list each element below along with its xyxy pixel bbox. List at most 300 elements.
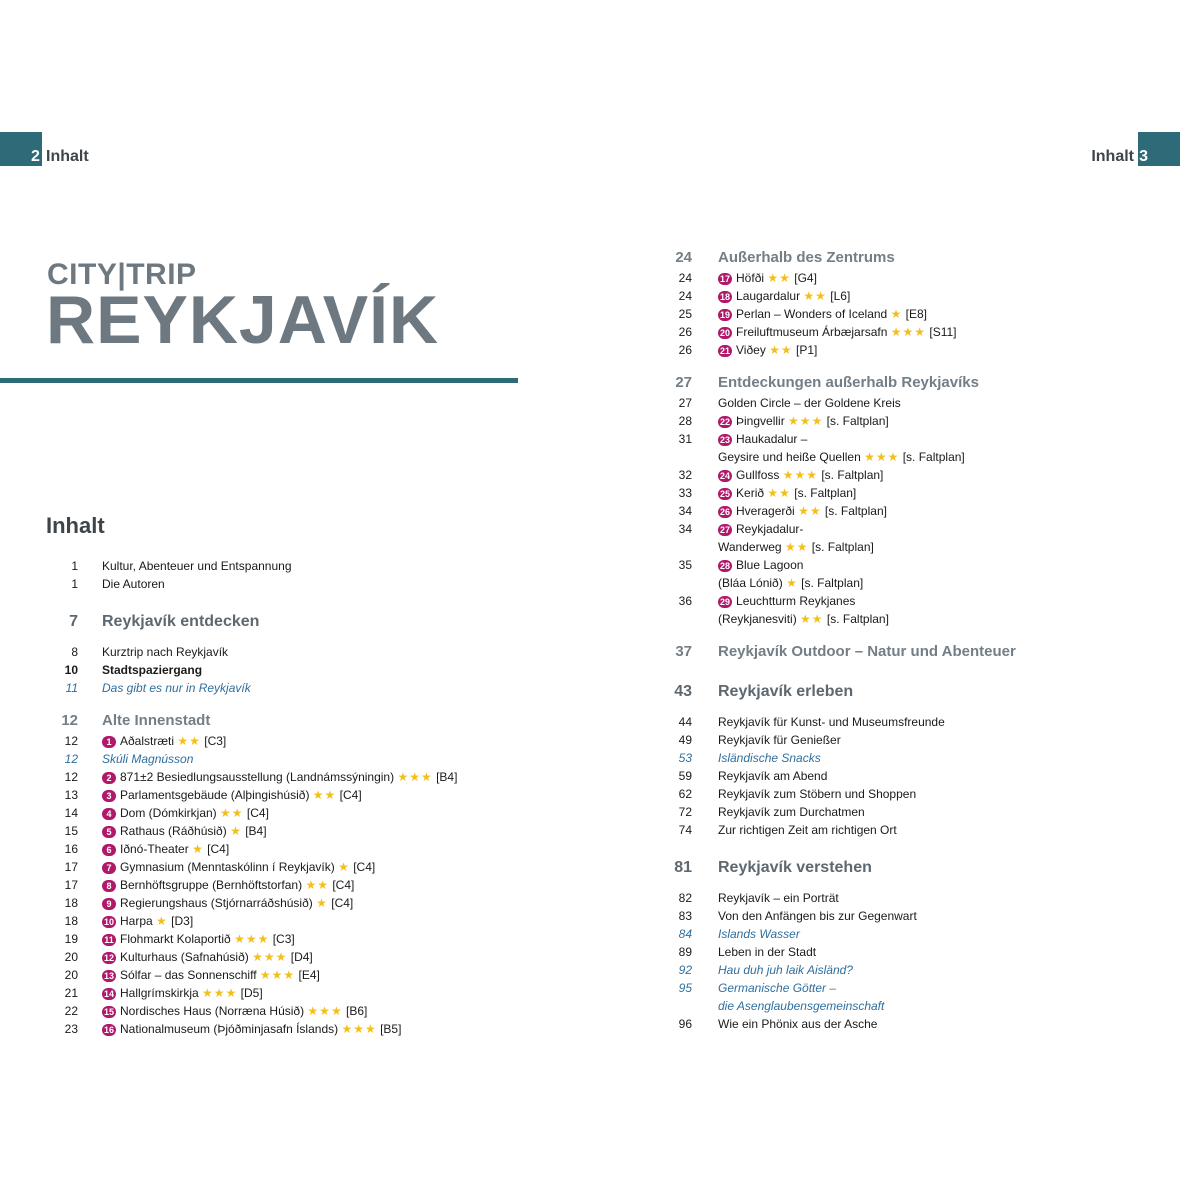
entry-text bbox=[102, 732, 226, 750]
entry-label: Zur richtigen Zeit am richtigen Ort bbox=[718, 823, 897, 837]
entry-label: Reykjavík entdecken bbox=[102, 613, 260, 630]
entry-label: Rathaus (Ráðhúsið) bbox=[120, 824, 227, 838]
toc-entry bbox=[620, 448, 1180, 466]
entry-label: Nordisches Haus (Norræna Húsið) bbox=[120, 1004, 305, 1018]
spacer bbox=[620, 703, 1180, 713]
sight-number-badge: 21 bbox=[720, 346, 731, 356]
brand-series: CITY|TRIP bbox=[47, 258, 197, 291]
page-ref: 19 bbox=[64, 932, 78, 946]
entry-text bbox=[718, 520, 803, 538]
page-ref: 24 bbox=[675, 249, 692, 266]
map-ref: [s. Faltplan] bbox=[794, 486, 857, 500]
entry-label: Reykjavík erleben bbox=[718, 683, 854, 700]
entry-label: Dom (Dómkirkjan) bbox=[120, 806, 217, 820]
toc-column-right bbox=[620, 248, 1180, 1033]
page-number: 2 bbox=[31, 148, 40, 165]
entry-text bbox=[718, 556, 803, 574]
entry-text bbox=[718, 502, 887, 520]
entry-text bbox=[102, 643, 228, 661]
page-ref: 83 bbox=[678, 909, 692, 923]
entry-text bbox=[102, 711, 210, 731]
toc-entry bbox=[620, 749, 1180, 767]
toc-entry bbox=[0, 822, 560, 840]
page-ref: 74 bbox=[678, 823, 692, 837]
star-rating: ★★ bbox=[220, 806, 244, 820]
entry-text bbox=[718, 1015, 877, 1033]
star-rating: ★★ bbox=[803, 289, 827, 303]
entry-label: Kultur, Abenteuer und Entspannung bbox=[102, 559, 292, 573]
star-rating: ★★ bbox=[305, 878, 329, 892]
spacer bbox=[0, 593, 560, 611]
page-ref: 18 bbox=[64, 914, 78, 928]
entry-text bbox=[102, 661, 202, 679]
map-ref: [L6] bbox=[830, 289, 851, 303]
entry-text bbox=[718, 448, 965, 466]
star-rating: ★ bbox=[786, 576, 798, 590]
entry-label: Entdeckungen außerhalb Reykjavíks bbox=[718, 374, 979, 391]
page-ref: 15 bbox=[64, 824, 78, 838]
entry-text bbox=[102, 948, 313, 966]
entry-label: Freiluftmuseum Árbæjarsafn bbox=[736, 325, 888, 339]
sight-number-badge: 1 bbox=[102, 736, 116, 748]
toc-entry bbox=[620, 767, 1180, 785]
entry-text bbox=[718, 430, 807, 448]
toc-entry bbox=[620, 713, 1180, 731]
entry-label: Reykjavík zum Stöbern und Shoppen bbox=[718, 787, 917, 801]
toc-entry bbox=[0, 1020, 560, 1038]
entry-text bbox=[718, 287, 850, 305]
page-ref: 72 bbox=[678, 805, 692, 819]
map-ref: [E4] bbox=[298, 968, 320, 982]
entry-label: Harpa bbox=[120, 914, 153, 928]
spacer bbox=[0, 697, 560, 711]
toc-entry bbox=[0, 557, 560, 575]
map-ref: [B4] bbox=[245, 824, 267, 838]
entry-text bbox=[102, 557, 292, 575]
sight-number-badge: 10 bbox=[104, 917, 115, 927]
entry-text bbox=[102, 966, 320, 984]
toc-entry bbox=[0, 912, 560, 930]
page-ref: 12 bbox=[61, 712, 78, 729]
sight-number-badge: 11 bbox=[102, 934, 116, 946]
star-rating: ★ bbox=[230, 824, 242, 838]
star-rating: ★ bbox=[338, 860, 350, 874]
map-ref: [s. Faltplan] bbox=[821, 468, 884, 482]
page-ref: 36 bbox=[678, 594, 692, 608]
page-ref: 27 bbox=[675, 374, 692, 391]
page-ref: 82 bbox=[678, 891, 692, 905]
page-ref: 35 bbox=[678, 558, 692, 572]
star-rating: ★★★ bbox=[252, 950, 288, 964]
entry-label: Reykjavík für Kunst- und Museumsfreunde bbox=[718, 715, 945, 729]
entry-text bbox=[102, 822, 267, 840]
spacer bbox=[620, 663, 1180, 681]
toc-entry bbox=[620, 925, 1180, 943]
page-ref: 10 bbox=[64, 663, 78, 677]
toc-entry bbox=[0, 984, 560, 1002]
page-ref: 13 bbox=[64, 788, 78, 802]
toc-entry bbox=[0, 750, 560, 768]
toc-entry bbox=[620, 889, 1180, 907]
map-ref: [s. Faltplan] bbox=[811, 540, 874, 554]
toc-entry bbox=[620, 592, 1180, 610]
map-ref: [C3] bbox=[272, 932, 295, 946]
page-ref: 17 bbox=[64, 878, 78, 892]
page-ref: 25 bbox=[678, 307, 692, 321]
entry-text bbox=[718, 925, 800, 943]
entry-text bbox=[718, 681, 853, 703]
entry-text bbox=[102, 858, 375, 876]
sight-number-badge: 15 bbox=[104, 1007, 115, 1017]
page-ref: 34 bbox=[678, 522, 692, 536]
sight-number-badge: 14 bbox=[104, 989, 115, 999]
sight-number-badge: 8 bbox=[102, 880, 116, 892]
entry-text bbox=[718, 592, 855, 610]
entry-label: Islands Wasser bbox=[718, 927, 800, 941]
map-ref: [D5] bbox=[240, 986, 263, 1000]
page-ref: 18 bbox=[64, 896, 78, 910]
map-ref: [P1] bbox=[796, 343, 818, 357]
page-ref: 14 bbox=[64, 806, 78, 820]
entry-text bbox=[102, 768, 457, 786]
entry-text bbox=[102, 611, 259, 633]
entry-text bbox=[718, 785, 916, 803]
entry-text bbox=[718, 538, 874, 556]
toc-entry bbox=[620, 961, 1180, 979]
brand-title: REYKJAVÍK bbox=[46, 282, 440, 358]
toc-column-left bbox=[0, 557, 560, 1038]
toc-entry bbox=[620, 412, 1180, 430]
entry-label: Leuchtturm Reykjanes bbox=[736, 594, 856, 608]
sight-number-badge: 17 bbox=[720, 274, 731, 284]
page-ref: 7 bbox=[69, 613, 78, 630]
section-heading bbox=[620, 857, 1180, 879]
toc-entry bbox=[620, 731, 1180, 749]
map-ref: [C3] bbox=[204, 734, 227, 748]
toc-entry bbox=[620, 803, 1180, 821]
map-ref: [C4] bbox=[331, 896, 354, 910]
star-rating: ★★★ bbox=[890, 325, 927, 339]
toc-entry bbox=[620, 287, 1180, 305]
star-rating: ★★ bbox=[767, 271, 791, 285]
entry-text bbox=[718, 248, 895, 268]
entry-label: Germanische Götter – bbox=[718, 981, 837, 995]
entry-label: die Asenglaubensgemeinschaft bbox=[718, 999, 885, 1013]
page-ref: 89 bbox=[678, 945, 692, 959]
page-ref: 24 bbox=[678, 271, 692, 285]
entry-label: Viðey bbox=[736, 343, 766, 357]
sight-number-badge: 26 bbox=[720, 507, 731, 517]
page-ref: 43 bbox=[674, 683, 692, 700]
star-rating: ★★★ bbox=[397, 770, 433, 784]
page-ref: 24 bbox=[678, 289, 692, 303]
entry-label: Regierungshaus (Stjórnarráðshúsið) bbox=[120, 896, 313, 910]
page-ref: 1 bbox=[71, 577, 78, 591]
entry-text bbox=[102, 575, 165, 593]
toc-entry bbox=[0, 858, 560, 876]
sight-number-badge: 5 bbox=[102, 826, 116, 838]
section-heading bbox=[620, 642, 1180, 663]
entry-label: Aðalstræti bbox=[120, 734, 175, 748]
toc-entry bbox=[620, 556, 1180, 574]
page-ref: 49 bbox=[678, 733, 692, 747]
toc-entry bbox=[0, 948, 560, 966]
map-ref: [s. Faltplan] bbox=[801, 576, 864, 590]
entry-text bbox=[102, 750, 193, 768]
toc-entry bbox=[620, 785, 1180, 803]
star-rating: ★ bbox=[316, 896, 328, 910]
star-rating: ★★★ bbox=[341, 1022, 377, 1036]
section-heading bbox=[620, 681, 1180, 703]
toc-entry bbox=[620, 269, 1180, 287]
toc-entry bbox=[620, 997, 1180, 1015]
toc-entry bbox=[620, 520, 1180, 538]
page-ref: 37 bbox=[675, 643, 692, 660]
spacer bbox=[620, 359, 1180, 373]
page-ref: 26 bbox=[678, 343, 692, 357]
entry-text bbox=[718, 889, 839, 907]
entry-text bbox=[718, 803, 865, 821]
entry-label: Alte Innenstadt bbox=[102, 712, 211, 729]
star-rating: ★★ bbox=[769, 343, 793, 357]
toc-entry bbox=[620, 538, 1180, 556]
entry-text bbox=[718, 341, 817, 359]
entry-label: Wanderweg bbox=[718, 540, 782, 554]
page-ref: 96 bbox=[678, 1017, 692, 1031]
running-head: Inhalt bbox=[1091, 148, 1134, 165]
toc-entry bbox=[0, 732, 560, 750]
star-rating: ★★ bbox=[798, 504, 822, 518]
toc-entry bbox=[0, 804, 560, 822]
sight-number-badge: 22 bbox=[720, 417, 731, 427]
page-ref: 53 bbox=[678, 751, 692, 765]
page-ref: 34 bbox=[678, 504, 692, 518]
toc-entry bbox=[620, 466, 1180, 484]
map-ref: [E8] bbox=[905, 307, 928, 321]
map-ref: [s. Faltplan] bbox=[824, 504, 887, 518]
entry-label: Perlan – Wonders of Iceland bbox=[736, 307, 888, 321]
sight-number-badge: 29 bbox=[720, 597, 731, 607]
spacer bbox=[620, 879, 1180, 889]
sight-number-badge: 4 bbox=[102, 808, 116, 820]
entry-label: (Reykjanesviti) bbox=[718, 612, 797, 626]
sight-number-badge: 19 bbox=[720, 310, 731, 320]
entry-text bbox=[102, 1002, 367, 1020]
star-rating: ★★★ bbox=[782, 468, 818, 482]
entry-label: Kerið bbox=[736, 486, 765, 500]
entry-text bbox=[718, 907, 917, 925]
entry-text bbox=[718, 821, 897, 839]
entry-text bbox=[718, 412, 889, 430]
toc-entry bbox=[620, 484, 1180, 502]
map-ref: [B6] bbox=[346, 1004, 368, 1018]
toc-entry bbox=[620, 341, 1180, 359]
map-ref: [C4] bbox=[339, 788, 362, 802]
entry-label: Laugardalur bbox=[736, 289, 801, 303]
page-ref: 12 bbox=[64, 752, 78, 766]
star-rating: ★★ bbox=[767, 486, 791, 500]
star-rating: ★ bbox=[192, 842, 204, 856]
star-rating: ★ bbox=[890, 307, 903, 321]
entry-text bbox=[718, 484, 856, 502]
toc-entry bbox=[620, 943, 1180, 961]
page-ref: 16 bbox=[64, 842, 78, 856]
entry-text bbox=[102, 984, 263, 1002]
sight-number-badge: 3 bbox=[102, 790, 116, 802]
entry-text bbox=[102, 930, 295, 948]
entry-label: Stadtspaziergang bbox=[102, 663, 203, 677]
toc-entry bbox=[620, 305, 1180, 323]
entry-text bbox=[102, 1020, 401, 1038]
map-ref: [C4] bbox=[207, 842, 230, 856]
entry-label: Reykjavík verstehen bbox=[718, 859, 872, 876]
map-ref: [B4] bbox=[436, 770, 458, 784]
entry-label: Reykjadalur- bbox=[736, 522, 804, 536]
toc-entry bbox=[620, 821, 1180, 839]
star-rating: ★ bbox=[156, 914, 168, 928]
entry-label: Kulturhaus (Safnahúsið) bbox=[120, 950, 249, 964]
entry-text bbox=[718, 394, 901, 412]
star-rating: ★★ bbox=[177, 734, 201, 748]
entry-label: Wie ein Phönix aus der Asche bbox=[718, 1017, 878, 1031]
entry-label: 871±2 Besiedlungsausstellung (Landnámssýningin) bbox=[120, 770, 395, 784]
toc-entry bbox=[620, 574, 1180, 592]
sight-number-badge: 9 bbox=[102, 898, 116, 910]
entry-label: Flohmarkt Kolaportið bbox=[120, 932, 231, 946]
toc-entry bbox=[0, 786, 560, 804]
toc-entry bbox=[0, 575, 560, 593]
map-ref: [D4] bbox=[290, 950, 313, 964]
page-ref: 81 bbox=[674, 859, 692, 876]
toc-entry bbox=[620, 394, 1180, 412]
entry-text bbox=[718, 857, 872, 879]
spacer bbox=[0, 633, 560, 643]
entry-text bbox=[718, 642, 1016, 662]
page-ref: 17 bbox=[64, 860, 78, 874]
toc-entry bbox=[0, 643, 560, 661]
section-heading bbox=[620, 248, 1180, 269]
entry-text bbox=[718, 979, 836, 997]
entry-label: Parlamentsgebäude (Alþingishúsið) bbox=[120, 788, 310, 802]
toc-entry bbox=[0, 661, 560, 679]
page-ref: 12 bbox=[64, 770, 78, 784]
entry-label: Reykjavík – ein Porträt bbox=[718, 891, 839, 905]
sight-number-badge: 6 bbox=[102, 844, 116, 856]
entry-label: Außerhalb des Zentrums bbox=[718, 249, 895, 266]
sight-number-badge: 25 bbox=[720, 489, 731, 499]
map-ref: [B5] bbox=[380, 1022, 402, 1036]
entry-label: Kurztrip nach Reykjavík bbox=[102, 645, 229, 659]
toc-entry bbox=[0, 768, 560, 786]
map-ref: [s. Faltplan] bbox=[826, 612, 889, 626]
toc-entry bbox=[620, 323, 1180, 341]
spacer bbox=[620, 839, 1180, 857]
star-rating: ★★★ bbox=[259, 968, 296, 982]
page-ref: 27 bbox=[678, 396, 692, 410]
entry-text bbox=[102, 840, 229, 858]
toc-entry bbox=[0, 1002, 560, 1020]
page-ref: 21 bbox=[64, 986, 78, 1000]
star-rating: ★★★ bbox=[202, 986, 238, 1000]
star-rating: ★★★ bbox=[864, 450, 900, 464]
toc-entry bbox=[0, 876, 560, 894]
map-ref: [s. Faltplan] bbox=[826, 414, 889, 428]
toc-entry bbox=[0, 679, 560, 697]
toc-entry bbox=[620, 1015, 1180, 1033]
entry-text bbox=[718, 731, 841, 749]
title-rule bbox=[0, 378, 518, 383]
entry-label: Hallgrímskirkja bbox=[120, 986, 199, 1000]
page-ref: 26 bbox=[678, 325, 692, 339]
page-ref: 62 bbox=[678, 787, 692, 801]
sight-number-badge: 2 bbox=[102, 772, 116, 784]
page-ref: 23 bbox=[64, 1022, 78, 1036]
entry-text bbox=[718, 373, 979, 393]
page-ref: 20 bbox=[64, 950, 78, 964]
sight-number-badge: 12 bbox=[104, 953, 115, 963]
entry-label: Reykjavík am Abend bbox=[718, 769, 828, 783]
page-ref: 1 bbox=[71, 559, 78, 573]
entry-text bbox=[102, 912, 193, 930]
entry-label: Hveragerði bbox=[736, 504, 795, 518]
running-head: Inhalt bbox=[46, 148, 89, 165]
map-ref: [D3] bbox=[171, 914, 194, 928]
entry-text bbox=[718, 269, 817, 287]
entry-text bbox=[102, 876, 354, 894]
entry-label: (Bláa Lónið) bbox=[718, 576, 783, 590]
page-ref: 59 bbox=[678, 769, 692, 783]
entry-label: Von den Anfängen bis zur Gegenwart bbox=[718, 909, 917, 923]
entry-text bbox=[102, 786, 362, 804]
entry-label: Sólfar – das Sonnenschiff bbox=[120, 968, 257, 982]
star-rating: ★★ bbox=[784, 540, 809, 554]
sight-number-badge: 16 bbox=[104, 1025, 115, 1035]
entry-label: Hau duh juh laik Aisländ? bbox=[718, 963, 853, 977]
sight-number-badge: 18 bbox=[720, 292, 731, 302]
page-ref: 44 bbox=[678, 715, 692, 729]
sight-number-badge: 13 bbox=[104, 971, 115, 981]
star-rating: ★★★ bbox=[234, 932, 270, 946]
page-ref: 31 bbox=[678, 432, 692, 446]
page-ref: 33 bbox=[678, 486, 692, 500]
toc-entry bbox=[620, 610, 1180, 628]
entry-label: Golden Circle – der Goldene Kreis bbox=[718, 396, 901, 410]
entry-text bbox=[718, 323, 957, 341]
toc-entry bbox=[620, 907, 1180, 925]
entry-label: Isländische Snacks bbox=[718, 751, 821, 765]
toc-entry bbox=[620, 979, 1180, 997]
section-heading bbox=[0, 611, 560, 633]
star-rating: ★★★ bbox=[788, 414, 824, 428]
entry-text bbox=[718, 997, 884, 1015]
star-rating: ★★ bbox=[800, 612, 824, 626]
toc-title: Inhalt bbox=[46, 513, 105, 538]
toc-entry bbox=[0, 930, 560, 948]
entry-text bbox=[718, 610, 889, 628]
page-ref: 28 bbox=[678, 414, 692, 428]
sight-number-badge: 23 bbox=[720, 435, 731, 445]
page-number: 3 bbox=[1139, 148, 1148, 165]
entry-text bbox=[102, 804, 269, 822]
entry-text bbox=[718, 305, 927, 323]
entry-label: Gullfoss bbox=[736, 468, 780, 482]
entry-text bbox=[718, 466, 883, 484]
page-ref: 22 bbox=[64, 1004, 78, 1018]
entry-text bbox=[718, 767, 827, 785]
map-ref: [C4] bbox=[246, 806, 269, 820]
entry-text bbox=[102, 679, 251, 697]
sight-number-badge: 27 bbox=[720, 525, 731, 535]
